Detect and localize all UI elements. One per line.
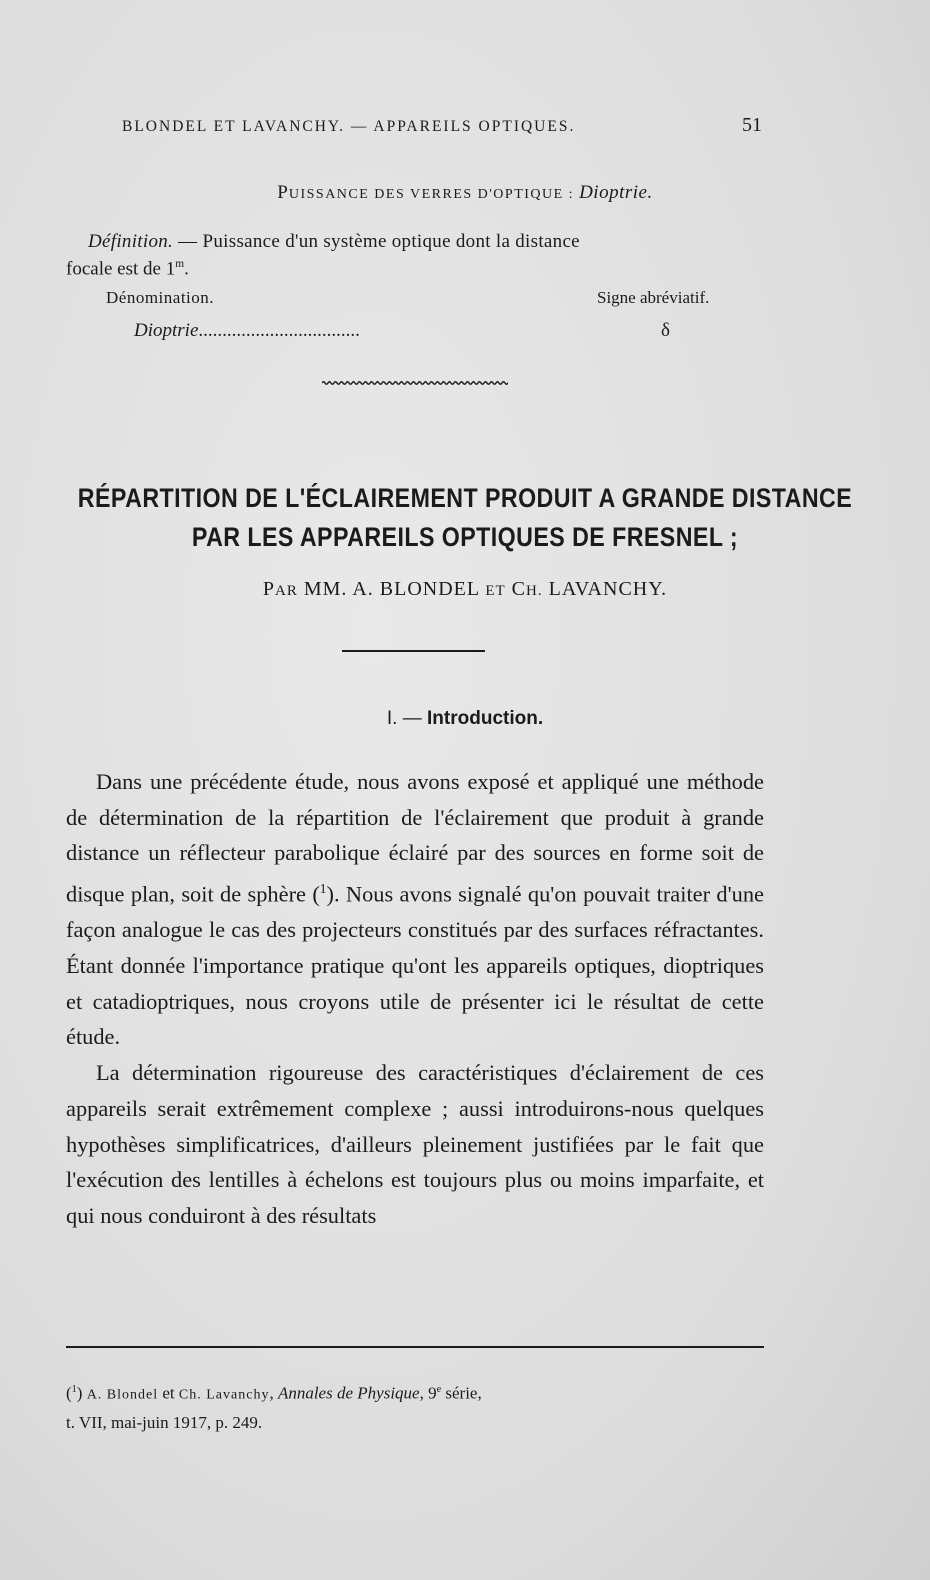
dot-leader: .................................. <box>198 320 360 341</box>
footnote <box>66 1376 764 1436</box>
column-header-name: Dénomination. <box>106 288 215 307</box>
page-number: 51 <box>742 114 762 136</box>
article-body <box>66 764 764 1234</box>
title-rule <box>342 650 485 652</box>
article-title-line-2: PAR LES APPAREILS OPTIQUES DE FRESNEL ; <box>191 522 739 552</box>
wavy-separator <box>322 380 508 386</box>
unit-row-name: Dioptrie.................................. <box>134 320 360 341</box>
paragraph-2: La détermination rigoureuse des caractéristiques d'éclairement de ces appareils serait extrêmement complexe ; aussi introduirons-nous quelques hypothèses simplificatrices, d'ailleurs pleinement justifiées par le fait que l'exécution des lentilles à échelons est toujours plus ou moins imparfaite, et qui nous conduiront à des résultats <box>66 1060 764 1228</box>
footnote-line-2: t. VII, mai-juin 1917, p. 249. <box>66 1412 263 1432</box>
unit-block-title: PUISSANCE DES VERRES D'OPTIQUE : Dioptrie. <box>277 182 653 203</box>
article-authors: PAR MM. A. BLONDEL ET CH. LAVANCHY. <box>262 578 668 600</box>
definition-line-2: focale est de 1$^m$. <box>66 258 189 280</box>
definition-line-1: Définition. — Puissance d'un système optique dont la distance <box>88 231 580 252</box>
paragraph-1: Dans une précédente étude, nous avons exposé et appliqué une méthode de détermination de la répartition de l'éclairement que produit à grande distance un réflecteur parabolique éclairé par des sources en forme soit de disque plan, soit de sphère ($^1$). Nous avons signalé qu'on pouvait traiter d'une façon analogue le cas des projecteurs constitués par des surfaces réfractantes. Étant donnée l'importance pratique qu'ont les appareils optiques, dioptriques et catadioptriques, nous croyons utile de présenter ici le résultat de cette étude. <box>66 769 764 1050</box>
unit-row-symbol: δ <box>661 320 670 341</box>
footnote-line-1: ($^1$) A. Blondel et Ch. Lavanchy, Annales de Physique, 9e série, <box>66 1383 482 1403</box>
footnote-rule <box>66 1346 764 1348</box>
column-header-symbol: Signe abréviatif. <box>597 288 710 307</box>
footnote-marker: 1 <box>71 1384 77 1395</box>
article-title-line-1: RÉPARTITION DE L'ÉCLAIREMENT PRODUIT A GRANDE DISTANCE <box>77 483 853 513</box>
section-heading: I. — Introduction. <box>386 708 544 729</box>
definition-label: Définition. <box>88 231 174 252</box>
running-title: BLONDEL ET LAVANCHY. — APPAREILS OPTIQUES. <box>122 118 576 135</box>
footnote-reference[interactable]: 1 <box>319 881 327 897</box>
running-header <box>122 114 762 136</box>
